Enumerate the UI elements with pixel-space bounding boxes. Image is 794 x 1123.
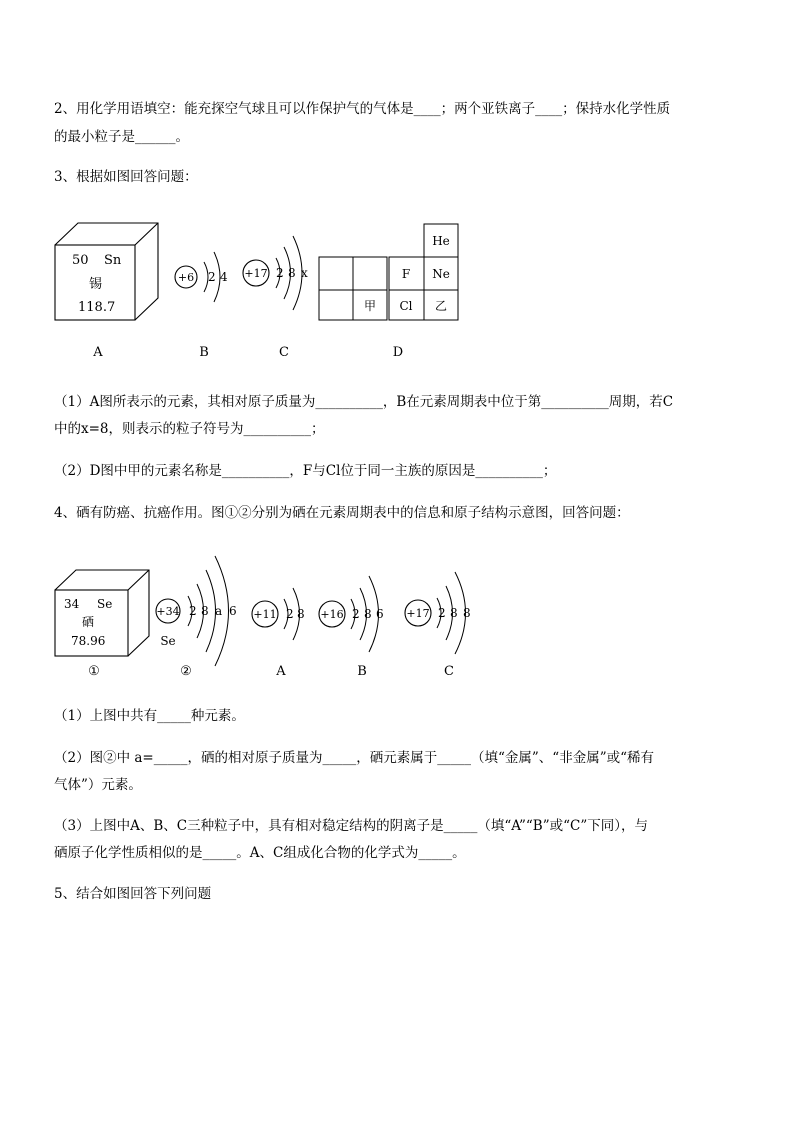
q3-cube-a-name: 锡 <box>89 277 103 292</box>
q4-label-1: ① <box>88 664 100 679</box>
q4-sub2-line1: （2）图②中 a=_____，硒的相对原子质量为_____，硒元素属于_____（填“金属”、“非金属”或“稀有 <box>54 750 654 766</box>
q4-label-c: C <box>444 664 454 679</box>
q4-cube-1-number: 34 <box>64 597 80 611</box>
q4-sub2-line2: 气体”）元素。 <box>54 777 142 793</box>
q4-atom-2-charge: +34 <box>156 605 180 618</box>
q3-atom-b-charge: +6 <box>177 271 195 284</box>
q2-line2: 的最小粒子是______。 <box>54 129 189 145</box>
q4-atom-c-e2: 8 <box>450 606 458 620</box>
q3-cube-a-mass: 118.7 <box>78 300 116 315</box>
q2-line1: 2、用化学用语填空：能充探空气球且可以作保护气的气体是____；两个亚铁离子____；保持水化学性质 <box>54 101 671 117</box>
q3-title: 3、根据如图回答问题： <box>54 169 198 185</box>
q4-atom-b-e3: 6 <box>376 607 384 621</box>
q4-atom-2-e3: a <box>215 604 223 618</box>
q4-sub1: （1）上图中共有_____种元素。 <box>54 708 245 724</box>
q3-sub1-line2: 中的x=8，则表示的粒子符号为__________； <box>54 421 325 437</box>
q3-table-yi: 乙 <box>434 299 448 313</box>
q3-cube-a-symbol: Sn <box>104 253 122 268</box>
q3-label-a: A <box>93 345 103 360</box>
q4-cube-1-symbol: Se <box>97 597 113 611</box>
q3-figure <box>0 210 794 370</box>
q4-atom-c-e1: 2 <box>438 606 446 620</box>
q4-atom-a-e1: 2 <box>286 607 294 621</box>
q4-atom-b-e1: 2 <box>352 607 360 621</box>
q3-atom-c-charge: +17 <box>244 267 268 280</box>
q4-title: 4、硒有防癌、抗癌作用。图①②分别为硒在元素周期表中的信息和原子结构示意图，回答问题： <box>54 505 630 521</box>
q4-atom-2-e1: 2 <box>189 604 197 618</box>
q4-figure <box>0 540 794 685</box>
q3-sub1-line1: （1）A图所表示的元素，其相对原子质量为__________，B在元素周期表中位于第__________周期，若C <box>54 394 674 410</box>
q4-label-b: B <box>357 664 367 679</box>
q5-title: 5、结合如图回答下列问题 <box>54 886 212 902</box>
q3-label-c: C <box>279 345 289 360</box>
q3-label-d: D <box>392 345 404 360</box>
q3-atom-b-e1: 2 <box>208 270 216 284</box>
q3-table-he: He <box>432 234 450 248</box>
q4-atom-b-charge: +16 <box>320 608 344 621</box>
q4-label-2: ② <box>180 664 192 679</box>
q4-label-a: A <box>276 664 286 679</box>
q4-atom-a-charge: +11 <box>253 608 277 621</box>
q3-atom-c-e3: x <box>301 266 308 280</box>
q3-label-b: B <box>199 345 209 360</box>
q3-table-f: F <box>401 267 411 281</box>
q3-atom-c-e1: 2 <box>276 266 284 280</box>
q3-table-cl: Cl <box>399 299 413 313</box>
q4-atom-2-e4: 6 <box>229 604 237 618</box>
q3-cube-a-number: 50 <box>72 253 89 268</box>
q4-atom-a-e2: 8 <box>297 607 305 621</box>
q3-sub2: （2）D图中甲的元素名称是__________，F与Cl位于同一主族的原因是__________； <box>54 463 557 479</box>
q4-atom-2-e2: 8 <box>201 604 209 618</box>
q4-atom-b-e2: 8 <box>364 607 372 621</box>
q3-table-ne: Ne <box>432 267 450 281</box>
q3-table-jia: 甲 <box>363 299 377 313</box>
q3-atom-c-e2: 8 <box>288 266 296 280</box>
q4-cube-1-name: 硒 <box>82 615 95 629</box>
q4-sub3-line1: （3）上图中A、B、C三种粒子中，具有相对稳定结构的阴离子是_____（填“A”“B”或“C”下同），与 <box>54 818 649 834</box>
q4-atom-2-symbol: Se <box>160 634 176 648</box>
q4-cube-1-mass: 78.96 <box>71 634 106 648</box>
q4-atom-c-e3: 8 <box>463 606 471 620</box>
q4-sub3-line2: 硒原子化学性质相似的是_____。A、C组成化合物的化学式为_____。 <box>54 845 466 861</box>
q3-atom-b-e2: 4 <box>220 270 228 284</box>
q4-atom-c-charge: +17 <box>406 607 430 620</box>
